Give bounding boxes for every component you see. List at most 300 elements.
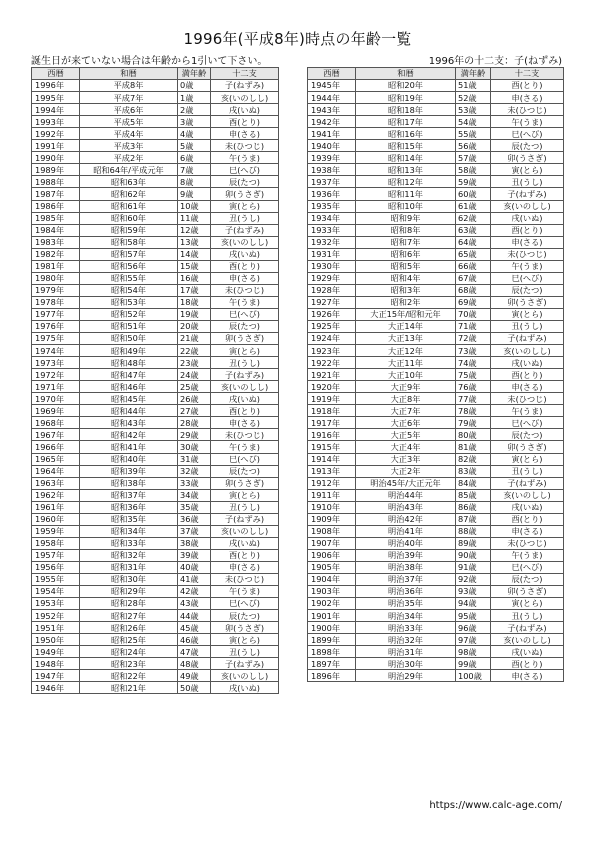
year-cell: 1940年	[308, 140, 356, 152]
zodiac-cell: 寅(とら)	[491, 598, 564, 610]
table-row	[308, 670, 564, 682]
age-cell: 5歳	[178, 140, 211, 152]
age-cell: 42歳	[178, 586, 211, 598]
zodiac-cell: 子(ねずみ)	[491, 477, 564, 489]
zodiac-cell: 酉(とり)	[211, 116, 279, 128]
header-year: 西暦	[308, 68, 356, 80]
year-cell: 1910年	[308, 501, 356, 513]
table-row	[308, 429, 564, 441]
year-cell: 1937年	[308, 176, 356, 188]
table-row	[308, 248, 564, 260]
year-cell: 1966年	[32, 441, 80, 453]
age-cell: 51歳	[456, 80, 491, 92]
zodiac-cell: 酉(とり)	[211, 260, 279, 272]
table-row	[308, 284, 564, 296]
year-cell: 1912年	[308, 477, 356, 489]
age-cell: 13歳	[178, 236, 211, 248]
age-cell: 75歳	[456, 369, 491, 381]
table-row	[32, 320, 279, 332]
table-row	[308, 537, 564, 549]
zodiac-cell: 酉(とり)	[491, 658, 564, 670]
year-cell: 1965年	[32, 453, 80, 465]
table-row	[308, 573, 564, 585]
table-body	[308, 80, 564, 682]
era-cell: 昭和62年	[80, 188, 178, 200]
table-row	[32, 549, 279, 561]
table-row	[32, 441, 279, 453]
year-cell: 1968年	[32, 417, 80, 429]
zodiac-cell: 午(うま)	[211, 586, 279, 598]
year-cell: 1952年	[32, 610, 80, 622]
year-cell: 1993年	[32, 116, 80, 128]
age-cell: 54歳	[456, 116, 491, 128]
zodiac-cell: 辰(たつ)	[491, 573, 564, 585]
table-row	[308, 441, 564, 453]
age-cell: 30歳	[178, 441, 211, 453]
year-cell: 1947年	[32, 670, 80, 682]
year-cell: 1995年	[32, 92, 80, 104]
age-cell: 35歳	[178, 501, 211, 513]
age-cell: 58歳	[456, 164, 491, 176]
age-cell: 0歳	[178, 80, 211, 92]
year-cell: 1901年	[308, 610, 356, 622]
year-cell: 1951年	[32, 622, 80, 634]
year-cell: 1980年	[32, 272, 80, 284]
year-cell: 1946年	[32, 682, 80, 694]
age-cell: 80歳	[456, 429, 491, 441]
year-cell: 1928年	[308, 284, 356, 296]
table-row	[32, 489, 279, 501]
zodiac-cell: 丑(うし)	[211, 646, 279, 658]
age-cell: 49歳	[178, 670, 211, 682]
age-cell: 85歳	[456, 489, 491, 501]
table-row	[32, 429, 279, 441]
table-row	[308, 188, 564, 200]
zodiac-cell: 戌(いぬ)	[211, 104, 279, 116]
table-row	[308, 345, 564, 357]
table-row	[308, 200, 564, 212]
era-cell: 昭和11年	[356, 188, 456, 200]
year-cell: 1959年	[32, 525, 80, 537]
table-row	[308, 646, 564, 658]
age-cell: 87歳	[456, 513, 491, 525]
age-cell: 38歳	[178, 537, 211, 549]
header-age: 満年齢	[178, 68, 211, 80]
era-cell: 大正14年	[356, 320, 456, 332]
age-cell: 23歳	[178, 357, 211, 369]
era-cell: 昭和8年	[356, 224, 456, 236]
age-cell: 32歳	[178, 465, 211, 477]
year-cell: 1983年	[32, 236, 80, 248]
table-row	[32, 164, 279, 176]
zodiac-cell: 未(ひつじ)	[211, 140, 279, 152]
era-cell: 昭和23年	[80, 658, 178, 670]
zodiac-cell: 酉(とり)	[491, 80, 564, 92]
era-cell: 昭和47年	[80, 369, 178, 381]
year-cell: 1917年	[308, 417, 356, 429]
zodiac-cell: 酉(とり)	[211, 549, 279, 561]
year-cell: 1936年	[308, 188, 356, 200]
era-cell: 昭和64年/平成元年	[80, 164, 178, 176]
table-row	[308, 610, 564, 622]
year-cell: 1918年	[308, 405, 356, 417]
zodiac-cell: 未(ひつじ)	[211, 429, 279, 441]
era-cell: 大正13年	[356, 333, 456, 345]
table-row	[32, 369, 279, 381]
age-cell: 67歳	[456, 272, 491, 284]
zodiac-cell: 辰(たつ)	[211, 320, 279, 332]
zodiac-cell: 午(うま)	[211, 441, 279, 453]
year-cell: 1960年	[32, 513, 80, 525]
table-row	[308, 525, 564, 537]
age-cell: 36歳	[178, 513, 211, 525]
era-cell: 明治41年	[356, 525, 456, 537]
table-row	[308, 489, 564, 501]
year-cell: 1907年	[308, 537, 356, 549]
table-row	[308, 501, 564, 513]
year-cell: 1973年	[32, 357, 80, 369]
era-cell: 明治44年	[356, 489, 456, 501]
era-cell: 昭和57年	[80, 248, 178, 260]
age-cell: 86歳	[456, 501, 491, 513]
era-cell: 昭和51年	[80, 320, 178, 332]
year-cell: 1988年	[32, 176, 80, 188]
zodiac-cell: 寅(とら)	[491, 164, 564, 176]
age-cell: 44歳	[178, 610, 211, 622]
zodiac-cell: 寅(とら)	[211, 345, 279, 357]
era-cell: 昭和38年	[80, 477, 178, 489]
zodiac-cell: 卯(うさぎ)	[491, 586, 564, 598]
year-cell: 1985年	[32, 212, 80, 224]
age-cell: 94歳	[456, 598, 491, 610]
era-cell: 昭和27年	[80, 610, 178, 622]
age-cell: 14歳	[178, 248, 211, 260]
era-cell: 昭和13年	[356, 164, 456, 176]
year-cell: 1958年	[32, 537, 80, 549]
table-row	[32, 537, 279, 549]
era-cell: 昭和49年	[80, 345, 178, 357]
age-cell: 97歳	[456, 634, 491, 646]
era-cell: 昭和43年	[80, 417, 178, 429]
table-row	[308, 308, 564, 320]
zodiac-cell: 巳(へび)	[211, 598, 279, 610]
age-cell: 21歳	[178, 333, 211, 345]
year-cell: 1915年	[308, 441, 356, 453]
table-row	[32, 525, 279, 537]
age-cell: 43歳	[178, 598, 211, 610]
zodiac-cell: 寅(とら)	[211, 634, 279, 646]
era-cell: 昭和45年	[80, 393, 178, 405]
zodiac-cell: 辰(たつ)	[211, 610, 279, 622]
era-cell: 大正8年	[356, 393, 456, 405]
zodiac-cell: 申(さる)	[491, 236, 564, 248]
era-cell: 昭和9年	[356, 212, 456, 224]
era-cell: 昭和7年	[356, 236, 456, 248]
table-header-row	[308, 68, 564, 80]
era-cell: 昭和60年	[80, 212, 178, 224]
era-cell: 明治32年	[356, 634, 456, 646]
era-cell: 明治45年/大正元年	[356, 477, 456, 489]
era-cell: 昭和44年	[80, 405, 178, 417]
table-row	[308, 236, 564, 248]
age-cell: 82歳	[456, 453, 491, 465]
zodiac-cell: 辰(たつ)	[211, 176, 279, 188]
era-cell: 平成3年	[80, 140, 178, 152]
zodiac-cell: 丑(うし)	[491, 610, 564, 622]
year-cell: 1970年	[32, 393, 80, 405]
zodiac-cell: 卯(うさぎ)	[491, 296, 564, 308]
table-row	[308, 333, 564, 345]
age-cell: 6歳	[178, 152, 211, 164]
age-cell: 40歳	[178, 561, 211, 573]
age-cell: 15歳	[178, 260, 211, 272]
zodiac-cell: 酉(とり)	[491, 369, 564, 381]
age-cell: 96歳	[456, 622, 491, 634]
table-row	[32, 116, 279, 128]
table-row	[308, 465, 564, 477]
table-row	[32, 417, 279, 429]
zodiac-cell: 子(ねずみ)	[491, 622, 564, 634]
zodiac-cell: 申(さる)	[211, 272, 279, 284]
year-cell: 1941年	[308, 128, 356, 140]
table-row	[308, 164, 564, 176]
year-cell: 1974年	[32, 345, 80, 357]
year-cell: 1906年	[308, 549, 356, 561]
zodiac-cell: 辰(たつ)	[211, 465, 279, 477]
year-cell: 1939年	[308, 152, 356, 164]
year-cell: 1979年	[32, 284, 80, 296]
era-cell: 昭和40年	[80, 453, 178, 465]
year-cell: 1969年	[32, 405, 80, 417]
table-row	[32, 272, 279, 284]
age-cell: 17歳	[178, 284, 211, 296]
table-row	[308, 634, 564, 646]
age-cell: 70歳	[456, 308, 491, 320]
zodiac-cell: 寅(とら)	[211, 200, 279, 212]
year-cell: 1923年	[308, 345, 356, 357]
year-cell: 1942年	[308, 116, 356, 128]
age-cell: 95歳	[456, 610, 491, 622]
year-cell: 1929年	[308, 272, 356, 284]
year-cell: 1991年	[32, 140, 80, 152]
year-cell: 1981年	[32, 260, 80, 272]
zodiac-cell: 未(ひつじ)	[491, 248, 564, 260]
era-cell: 昭和19年	[356, 92, 456, 104]
age-cell: 76歳	[456, 381, 491, 393]
table-row	[32, 104, 279, 116]
zodiac-cell: 巳(へび)	[211, 308, 279, 320]
year-cell: 1954年	[32, 586, 80, 598]
era-cell: 昭和61年	[80, 200, 178, 212]
era-cell: 平成5年	[80, 116, 178, 128]
table-body	[32, 80, 279, 694]
year-cell: 1992年	[32, 128, 80, 140]
table-row	[308, 393, 564, 405]
age-cell: 100歳	[456, 670, 491, 682]
era-cell: 明治39年	[356, 549, 456, 561]
table-row	[32, 128, 279, 140]
year-cell: 1921年	[308, 369, 356, 381]
zodiac-cell: 申(さる)	[491, 670, 564, 682]
table-row	[32, 308, 279, 320]
era-cell: 明治43年	[356, 501, 456, 513]
zodiac-cell: 未(ひつじ)	[211, 284, 279, 296]
source-url: https://www.calc-age.com/	[429, 800, 562, 811]
zodiac-cell: 巳(へび)	[211, 164, 279, 176]
year-cell: 1938年	[308, 164, 356, 176]
age-cell: 92歳	[456, 573, 491, 585]
zodiac-cell: 申(さる)	[211, 417, 279, 429]
year-cell: 1976年	[32, 320, 80, 332]
table-row	[32, 357, 279, 369]
table-row	[32, 598, 279, 610]
year-cell: 1961年	[32, 501, 80, 513]
era-cell: 明治29年	[356, 670, 456, 682]
era-cell: 明治40年	[356, 537, 456, 549]
year-cell: 1927年	[308, 296, 356, 308]
era-cell: 昭和20年	[356, 80, 456, 92]
age-cell: 69歳	[456, 296, 491, 308]
era-cell: 昭和63年	[80, 176, 178, 188]
year-cell: 1899年	[308, 634, 356, 646]
era-cell: 大正5年	[356, 429, 456, 441]
table-row	[308, 405, 564, 417]
year-cell: 1994年	[32, 104, 80, 116]
year-cell: 1962年	[32, 489, 80, 501]
table-row	[308, 586, 564, 598]
table-row	[308, 477, 564, 489]
zodiac-cell: 戌(いぬ)	[211, 537, 279, 549]
age-cell: 11歳	[178, 212, 211, 224]
year-cell: 1908年	[308, 525, 356, 537]
zodiac-cell: 子(ねずみ)	[211, 369, 279, 381]
table-row	[32, 345, 279, 357]
era-cell: 明治31年	[356, 646, 456, 658]
table-row	[32, 92, 279, 104]
era-cell: 大正3年	[356, 453, 456, 465]
era-cell: 大正2年	[356, 465, 456, 477]
era-cell: 昭和24年	[80, 646, 178, 658]
age-cell: 61歳	[456, 200, 491, 212]
table-row	[32, 284, 279, 296]
table-row	[308, 92, 564, 104]
era-cell: 昭和32年	[80, 549, 178, 561]
table-row	[32, 80, 279, 92]
zodiac-cell: 戌(いぬ)	[211, 393, 279, 405]
age-cell: 26歳	[178, 393, 211, 405]
age-cell: 4歳	[178, 128, 211, 140]
year-cell: 1930年	[308, 260, 356, 272]
zodiac-cell: 丑(うし)	[211, 212, 279, 224]
header-era: 和暦	[356, 68, 456, 80]
era-cell: 明治35年	[356, 598, 456, 610]
era-cell: 昭和53年	[80, 296, 178, 308]
zodiac-cell: 寅(とら)	[491, 308, 564, 320]
table-row	[32, 622, 279, 634]
era-cell: 昭和6年	[356, 248, 456, 260]
era-cell: 昭和56年	[80, 260, 178, 272]
zodiac-cell: 子(ねずみ)	[211, 513, 279, 525]
table-row	[32, 646, 279, 658]
zodiac-cell: 申(さる)	[211, 561, 279, 573]
table-row	[32, 634, 279, 646]
zodiac-cell: 未(ひつじ)	[491, 104, 564, 116]
table-row	[308, 104, 564, 116]
table-row	[32, 200, 279, 212]
zodiac-cell: 巳(へび)	[211, 453, 279, 465]
table-row	[308, 176, 564, 188]
table-row	[308, 320, 564, 332]
age-cell: 18歳	[178, 296, 211, 308]
zodiac-cell: 未(ひつじ)	[491, 537, 564, 549]
era-cell: 大正15年/昭和元年	[356, 308, 456, 320]
table-row	[308, 152, 564, 164]
year-cell: 1984年	[32, 224, 80, 236]
zodiac-cell: 未(ひつじ)	[211, 573, 279, 585]
age-cell: 57歳	[456, 152, 491, 164]
year-cell: 1932年	[308, 236, 356, 248]
age-cell: 77歳	[456, 393, 491, 405]
year-cell: 1943年	[308, 104, 356, 116]
table-row	[32, 561, 279, 573]
table-row	[308, 598, 564, 610]
age-cell: 45歳	[178, 622, 211, 634]
era-cell: 平成6年	[80, 104, 178, 116]
header-zodiac: 十二支	[491, 68, 564, 80]
table-row	[308, 224, 564, 236]
age-cell: 88歳	[456, 525, 491, 537]
age-cell: 33歳	[178, 477, 211, 489]
year-cell: 1967年	[32, 429, 80, 441]
era-cell: 昭和10年	[356, 200, 456, 212]
year-cell: 1989年	[32, 164, 80, 176]
age-cell: 24歳	[178, 369, 211, 381]
year-cell: 1920年	[308, 381, 356, 393]
year-cell: 1903年	[308, 586, 356, 598]
age-cell: 72歳	[456, 333, 491, 345]
table-row	[32, 453, 279, 465]
year-cell: 1933年	[308, 224, 356, 236]
year-cell: 1987年	[32, 188, 80, 200]
year-cell: 1971年	[32, 381, 80, 393]
era-cell: 大正6年	[356, 417, 456, 429]
table-row	[32, 477, 279, 489]
era-cell: 昭和35年	[80, 513, 178, 525]
age-cell: 12歳	[178, 224, 211, 236]
table-row	[32, 260, 279, 272]
zodiac-cell: 亥(いのしし)	[211, 236, 279, 248]
zodiac-cell: 午(うま)	[491, 549, 564, 561]
era-cell: 明治38年	[356, 561, 456, 573]
zodiac-cell: 戌(いぬ)	[491, 646, 564, 658]
era-cell: 昭和39年	[80, 465, 178, 477]
age-cell: 59歳	[456, 176, 491, 188]
year-cell: 1982年	[32, 248, 80, 260]
age-cell: 56歳	[456, 140, 491, 152]
era-cell: 大正12年	[356, 345, 456, 357]
age-cell: 1歳	[178, 92, 211, 104]
zodiac-cell: 酉(とり)	[491, 224, 564, 236]
era-cell: 昭和18年	[356, 104, 456, 116]
table-row	[32, 610, 279, 622]
table-row	[308, 116, 564, 128]
age-cell: 34歳	[178, 489, 211, 501]
zodiac-cell: 丑(うし)	[211, 501, 279, 513]
zodiac-cell: 戌(いぬ)	[491, 212, 564, 224]
table-row	[32, 188, 279, 200]
table-row	[32, 586, 279, 598]
age-table-right	[307, 67, 564, 682]
